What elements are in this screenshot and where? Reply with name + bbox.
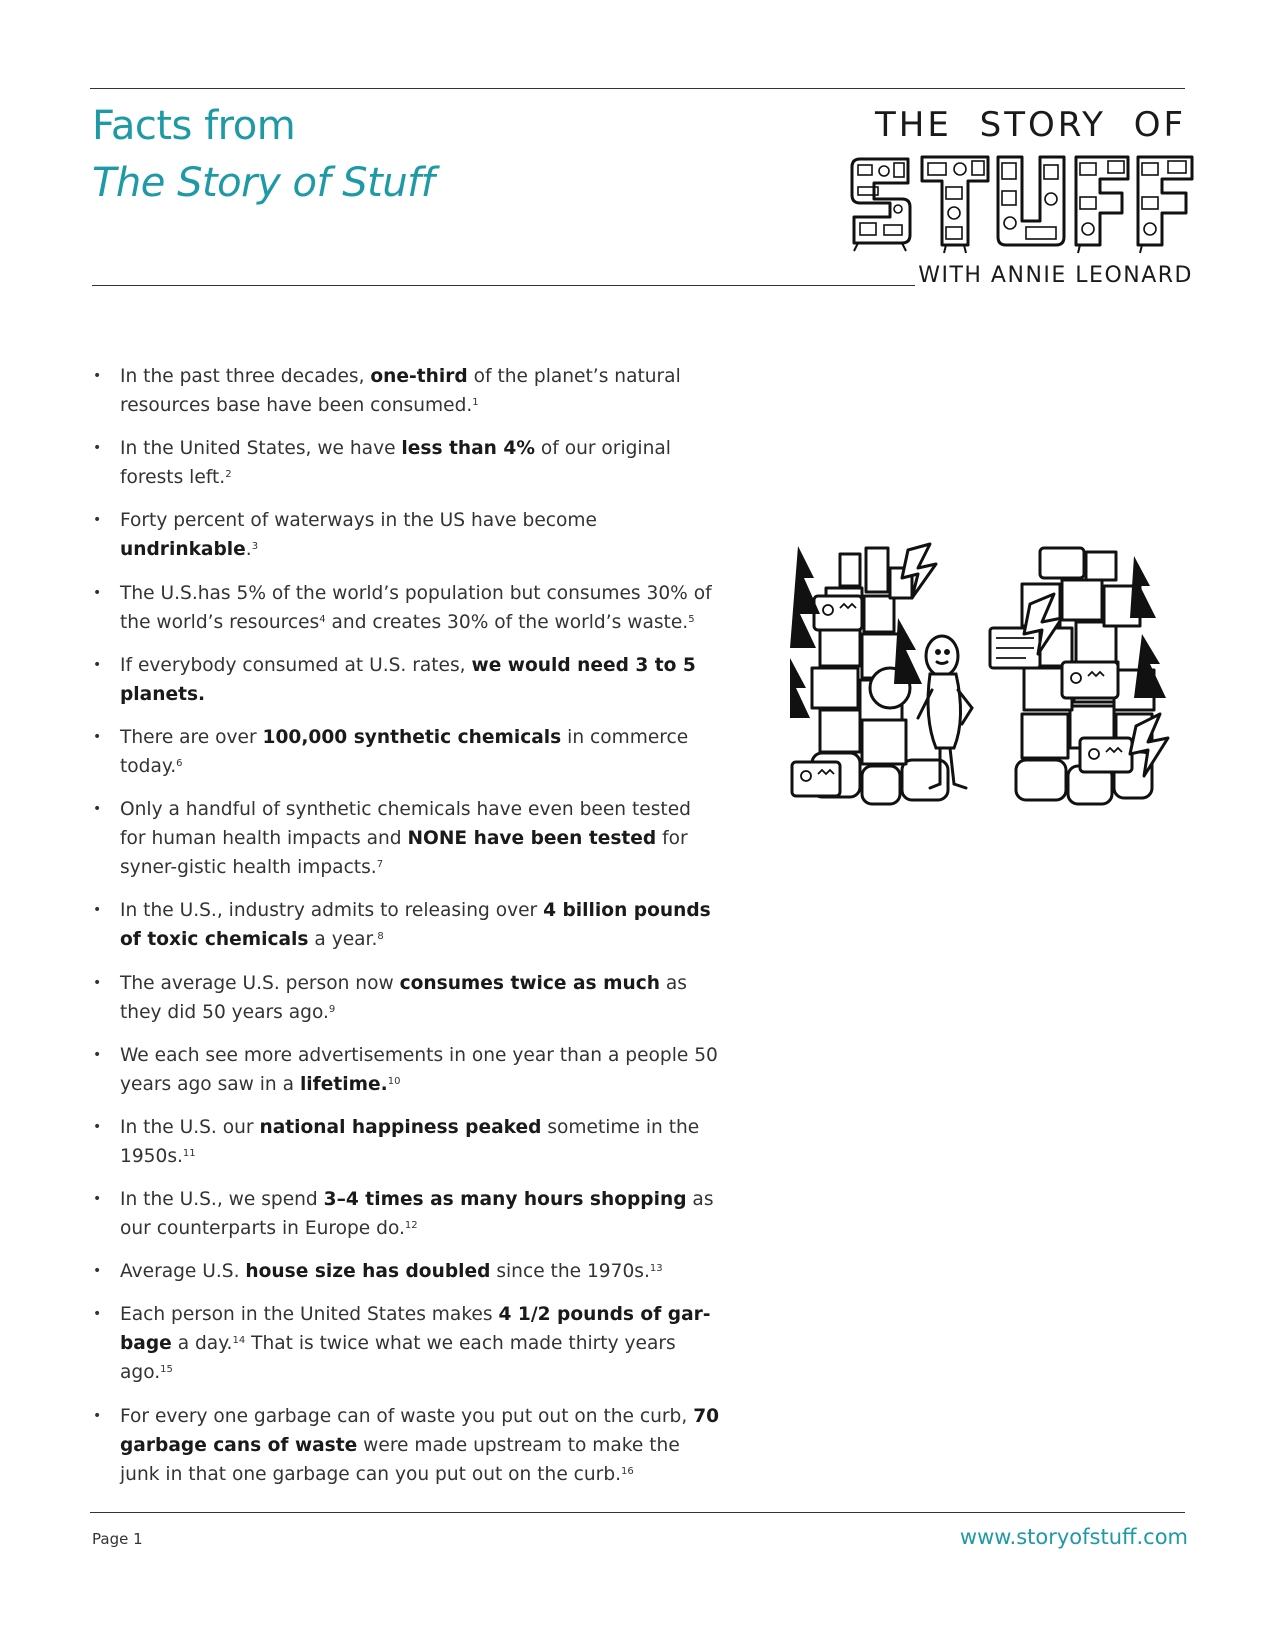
fact-emphasis: 4 1/2 pounds of gar-bage bbox=[120, 1304, 711, 1355]
fact-text: as our counterparts in Europe do. bbox=[120, 1189, 714, 1240]
fact-item bbox=[92, 1402, 722, 1489]
fact-text: The average U.S. person now bbox=[120, 972, 400, 994]
fact-text: in commerce today. bbox=[120, 726, 689, 777]
page-title-line-1: Facts from bbox=[92, 103, 296, 149]
bullet-icon: • bbox=[93, 656, 102, 673]
bullet-icon: • bbox=[93, 368, 102, 384]
fact-emphasis: less than 4% bbox=[401, 438, 535, 460]
fact-text: In the U.S. our bbox=[120, 1116, 260, 1138]
fact-item bbox=[92, 506, 722, 564]
fact-text: as they did 50 years ago. bbox=[120, 972, 687, 1023]
logo-top-text: THE STORY OF bbox=[875, 105, 1187, 145]
fact-emphasis: undrinkable bbox=[120, 539, 246, 561]
fact-emphasis: 70 garbage cans of waste bbox=[120, 1405, 720, 1456]
fact-text: Only a handful of synthetic chemicals have even been tested for human health impacts and bbox=[120, 799, 691, 850]
fact-emphasis: consumes twice as much bbox=[399, 972, 660, 994]
fact-item bbox=[92, 969, 722, 1027]
website-link[interactable]: www.storyofstuff.com bbox=[959, 1525, 1188, 1549]
footnote-ref: 6 bbox=[176, 757, 183, 769]
footnote-ref: 2 bbox=[225, 469, 232, 481]
fact-text: a year. bbox=[308, 929, 378, 951]
page-number: Page 1 bbox=[92, 1530, 143, 1548]
fact-text: We each see more advertisements in one year than a people 50 years ago saw in a bbox=[120, 1044, 718, 1095]
header-divider bbox=[92, 285, 915, 286]
bullet-icon: • bbox=[93, 1407, 102, 1424]
fact-text: since the 1970s. bbox=[490, 1261, 650, 1283]
fact-item bbox=[92, 651, 722, 709]
fact-emphasis: 4 billion pounds of toxic chemicals bbox=[120, 900, 711, 951]
bullet-icon: • bbox=[93, 728, 102, 745]
bullet-icon: • bbox=[93, 974, 102, 991]
footnote-ref: 13 bbox=[649, 1263, 663, 1275]
fact-item bbox=[92, 795, 722, 882]
fact-emphasis: lifetime. bbox=[299, 1073, 388, 1095]
fact-item bbox=[92, 434, 722, 492]
footnote-ref: 8 bbox=[377, 931, 384, 943]
fact-text: . bbox=[245, 539, 252, 561]
bullet-icon: • bbox=[93, 1306, 102, 1323]
fact-text: For every one garbage can of waste you put out on the curb, bbox=[120, 1405, 694, 1427]
footnote-ref: 15 bbox=[160, 1364, 173, 1376]
bullet-icon: • bbox=[93, 902, 102, 919]
fact-item bbox=[92, 723, 722, 781]
bullet-icon: • bbox=[93, 1118, 102, 1135]
footnote-ref: 9 bbox=[328, 1003, 336, 1015]
footnote-ref: 3 bbox=[251, 541, 259, 553]
fact-text: In the past three decades, bbox=[120, 366, 371, 387]
bullet-icon: • bbox=[93, 801, 102, 818]
fact-emphasis: house size has doubled bbox=[245, 1261, 491, 1283]
fact-text: In the United States, we have bbox=[120, 438, 402, 460]
fact-text: The U.S.has 5% of the world’s population but consumes 30% of the world’s resources bbox=[120, 582, 712, 633]
bullet-icon: • bbox=[93, 1191, 102, 1208]
fact-text: If everybody consumed at U.S. rates, bbox=[120, 654, 472, 676]
logo-bottom-text: WITH ANNIE LEONARD bbox=[918, 263, 1193, 288]
footer-divider bbox=[90, 1512, 1185, 1513]
story-of-stuff-logo bbox=[850, 105, 1195, 295]
logo-stuff-lettering bbox=[850, 151, 1195, 255]
fact-emphasis: we would need 3 to 5 planets. bbox=[120, 654, 696, 705]
fact-text: That is twice what we each made thirty years ago. bbox=[120, 1333, 676, 1384]
fact-text: Each person in the United States makes bbox=[120, 1304, 499, 1326]
stuff-piles-illustration bbox=[790, 538, 1175, 820]
footnote-ref: 16 bbox=[621, 1465, 634, 1477]
facts-list bbox=[92, 362, 722, 1503]
bullet-icon: • bbox=[93, 1046, 102, 1063]
fact-emphasis: 100,000 synthetic chemicals bbox=[262, 726, 562, 748]
fact-text: In the U.S., we spend bbox=[120, 1189, 324, 1211]
fact-item bbox=[92, 896, 722, 954]
bullet-icon: • bbox=[93, 584, 102, 601]
fact-emphasis: one-third bbox=[370, 366, 468, 387]
fact-item bbox=[92, 1185, 722, 1243]
bullet-icon: • bbox=[93, 440, 102, 457]
fact-item bbox=[92, 1257, 722, 1286]
footnote-ref: 12 bbox=[404, 1220, 418, 1232]
footnote-ref: 5 bbox=[688, 613, 695, 625]
footnote-ref: 14 bbox=[232, 1335, 246, 1347]
fact-text: There are over bbox=[120, 726, 263, 748]
fact-item bbox=[92, 1300, 722, 1387]
fact-text: sometime in the 1950s. bbox=[120, 1116, 700, 1167]
fact-text: a day. bbox=[171, 1333, 233, 1355]
fact-emphasis: national happiness peaked bbox=[259, 1116, 542, 1138]
fact-emphasis: NONE have been tested bbox=[407, 828, 657, 850]
fact-text: Average U.S. bbox=[120, 1261, 246, 1283]
fact-text: were made upstream to make the junk in that one garbage can you put out on the curb. bbox=[120, 1434, 680, 1485]
bullet-icon: • bbox=[93, 1263, 102, 1280]
page-title-line-2: The Story of Stuff bbox=[92, 160, 435, 206]
bullet-icon: • bbox=[93, 512, 102, 529]
fact-text: of the planet’s natural resources base have been consumed. bbox=[120, 366, 681, 416]
fact-text: for syner-gistic health impacts. bbox=[120, 828, 688, 879]
footnote-ref: 10 bbox=[387, 1075, 401, 1087]
fact-item bbox=[92, 579, 722, 637]
fact-emphasis: 3–4 times as many hours shopping bbox=[323, 1189, 687, 1211]
top-divider bbox=[90, 88, 1185, 89]
fact-item bbox=[92, 1041, 722, 1099]
fact-text: and creates 30% of the world’s waste. bbox=[325, 611, 689, 633]
fact-text: of our original forests left. bbox=[120, 438, 671, 489]
fact-text: Forty percent of waterways in the US have become bbox=[120, 510, 597, 532]
footnote-ref: 11 bbox=[182, 1147, 196, 1159]
fact-text: In the U.S., industry admits to releasing over bbox=[120, 900, 544, 922]
fact-item bbox=[92, 1113, 722, 1171]
fact-item bbox=[92, 362, 722, 420]
footnote-ref: 4 bbox=[319, 613, 326, 625]
footnote-ref: 1 bbox=[472, 397, 479, 408]
footnote-ref: 7 bbox=[376, 859, 384, 871]
